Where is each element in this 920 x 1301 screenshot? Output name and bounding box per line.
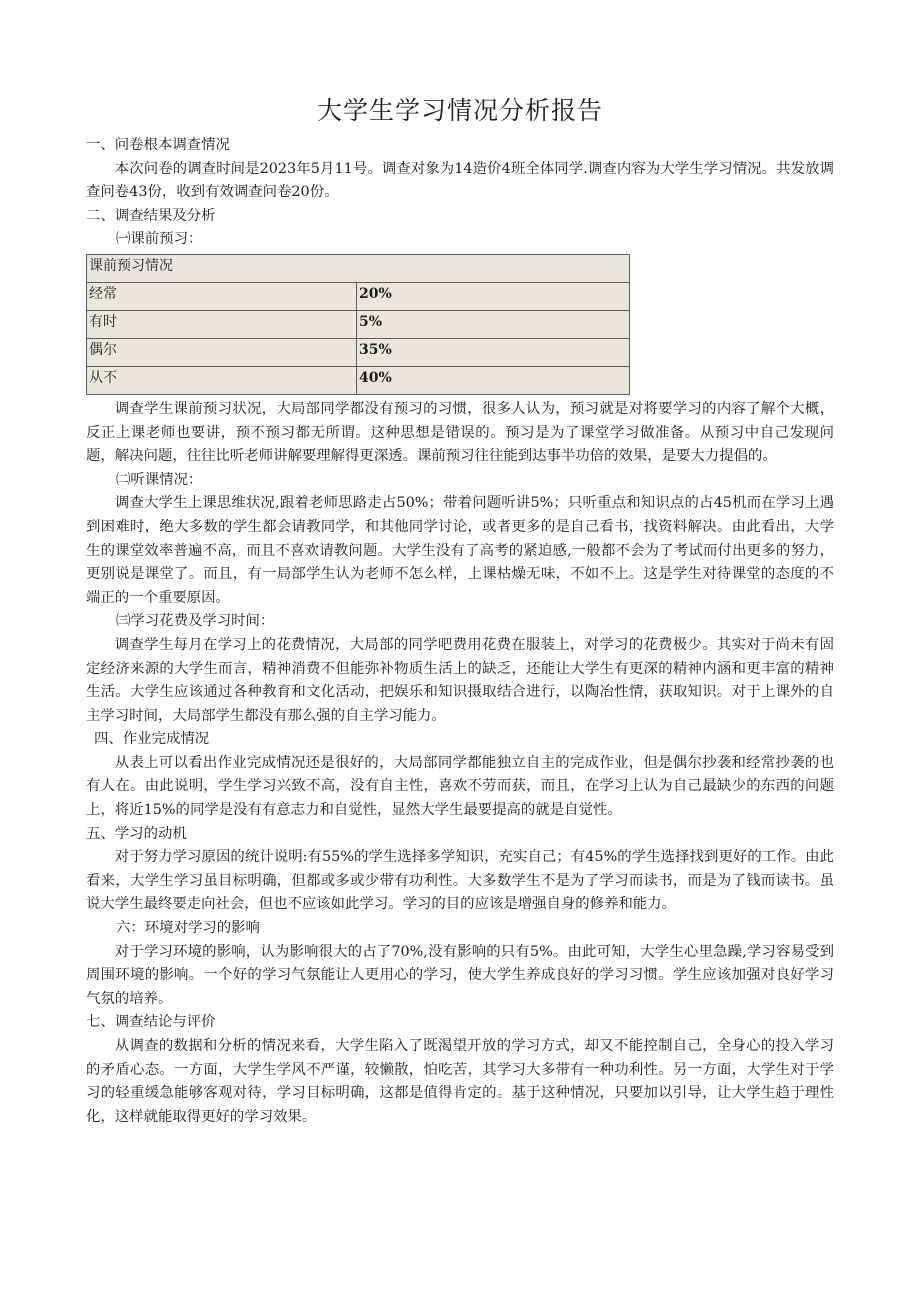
table-row	[87, 310, 630, 338]
subsection-spending-heading: ㈢学习花费及学习时间：	[116, 613, 275, 630]
section-1-heading: 一、问卷根本调查情况	[86, 137, 230, 153]
subsection-listening-heading: ㈡听课情况：	[116, 471, 203, 488]
section-5-heading: 五、学习的动机	[86, 825, 187, 842]
section-4-paragraph: 从表上可以看出作业完成情况还是很好的，大局部同学都能独立自主的完成作业，但是偶尔抄袭和经常抄袭的也有人在。由此说明，学生学习兴致不高，没有自主性，喜欢不劳而获，而且，在学习上认为自己最缺少的东西的问题上，将近15%的同学是没有有意志力和自觉性，显然大学生最要提高的就是自觉性。	[86, 754, 834, 819]
subsection-preview-heading: ㈠课前预习：	[116, 231, 203, 248]
table-cell-value: 40%	[357, 366, 630, 394]
table-cell-value: 5%	[357, 310, 630, 338]
section-6-paragraph: 对于学习环境的影响，认为影响很大的占了70%,没有影响的只有5%。由此可知，大学生心里急躁,学习容易受到周围环境的影响。一个好的学习气氛能让人更用心的学习，使大学生养成良好的学习习惯。学生应该加强对良好学习气氛的培养。	[86, 943, 834, 1007]
table-cell-label: 有时	[87, 310, 357, 338]
spending-paragraph: 调查学生每月在学习上的花费情况，大局部的同学吧费用花费在服装上，对学习的花费极少。其实对于尚未有固定经济来源的大学生而言，精神消费不但能弥补物质生活上的缺乏，还能让大学生有更深的精神内涵和更丰富的精神生活。大学生应该通过各种教育和文化活动，把娱乐和知识摄取结合进行，以陶冶性情，获取知识。对于上课外的自主学习时间，大局部学生都没有那么强的自主学习能力。	[86, 636, 834, 724]
section-7-paragraph: 从调查的数据和分析的情况来看，大学生陷入了既渴望开放的学习方式，却又不能控制自己，全身心的投入学习的矛盾心态。一方面，大学生学风不严谨，较懒散，怕吃苦，其学习大多带有一种功利性。另一方面，大学生对于学习的轻重缓急能够客观对待，学习目标明确，这都是值得肯定的。基于这种情况，只要加以引导，让大学生趋于理性化，这样就能取得更好的学习效果。	[86, 1038, 834, 1125]
page-title: 大学生学习情况分析报告	[316, 96, 603, 125]
table-cell-label: 从不	[87, 366, 357, 394]
preview-paragraph: 调查学生课前预习状况，大局部同学都没有预习的习惯，很多人认为，预习就是对将要学习的内容了解个大概，反正上课老师也要讲，预不预习都无所谓。这种思想是错误的。预习是为了课堂学习做准备。从预习中自己发现问题，解决问题，往往比听老师讲解要理解得更深透。课前预习往往能到达事半功倍的效果，是要大力提倡的。	[86, 400, 834, 465]
table-row	[87, 338, 630, 366]
table-cell-label: 偶尔	[87, 338, 357, 366]
preview-survey-table	[86, 254, 630, 395]
section-7-heading: 七、调查结论与评价	[86, 1014, 216, 1031]
table-header-cell: 课前预习情况	[87, 254, 630, 282]
section-5-paragraph: 对于努力学习原因的统计说明:有55%的学生选择多学知识，充实自己；有45%的学生选择找到更好的工作。由此看来，大学生学习虽目标明确，但都或多或少带有功利性。大多数学生不是为了学习而读书，而是为了钱而读书。虽说大学生最终要走向社会，但也不应该如此学习。学习的目的应该是增强自身的修养和能力。	[86, 849, 834, 913]
section-4-heading: 四、作业完成情况	[94, 731, 210, 748]
listening-paragraph: 调查大学生上课思维状况,跟着老师思路走占50%；带着问题听讲5%；只听重点和知识点的占45机而在学习上遇到困难时，绝大多数的学生都会请教同学，和其他同学讨论，或者更多的是自己看书，找资料解决。由此看出，大学生的课堂效率普遍不高，而且不喜欢请教问题。大学生没有了高考的紧迫感,一般都不会为了考试而付出更多的努力，更别说是课堂了。而且，有一局部学生认为老师不怎么样，上课枯燥无味，不如不上。这是学生对待课堂的态度的不端正的一个重要原因。	[86, 495, 834, 606]
section-1-paragraph: 本次问卷的调查时间是2023年5月11号。调查对象为14造价4班全体同学.调查内容为大学生学习情况。共发放调查问卷43份，收到有效调查问卷20份。	[86, 160, 834, 201]
table-cell-label: 经常	[87, 282, 357, 310]
table-row	[87, 282, 630, 310]
section-6-heading: 六：环境对学习的影响	[116, 920, 260, 937]
table-cell-value: 20%	[357, 282, 630, 310]
table-cell-value: 35%	[357, 338, 630, 366]
table-row	[87, 366, 630, 394]
table-header-row	[87, 254, 630, 282]
section-2-heading: 二、调查结果及分析	[86, 207, 216, 224]
